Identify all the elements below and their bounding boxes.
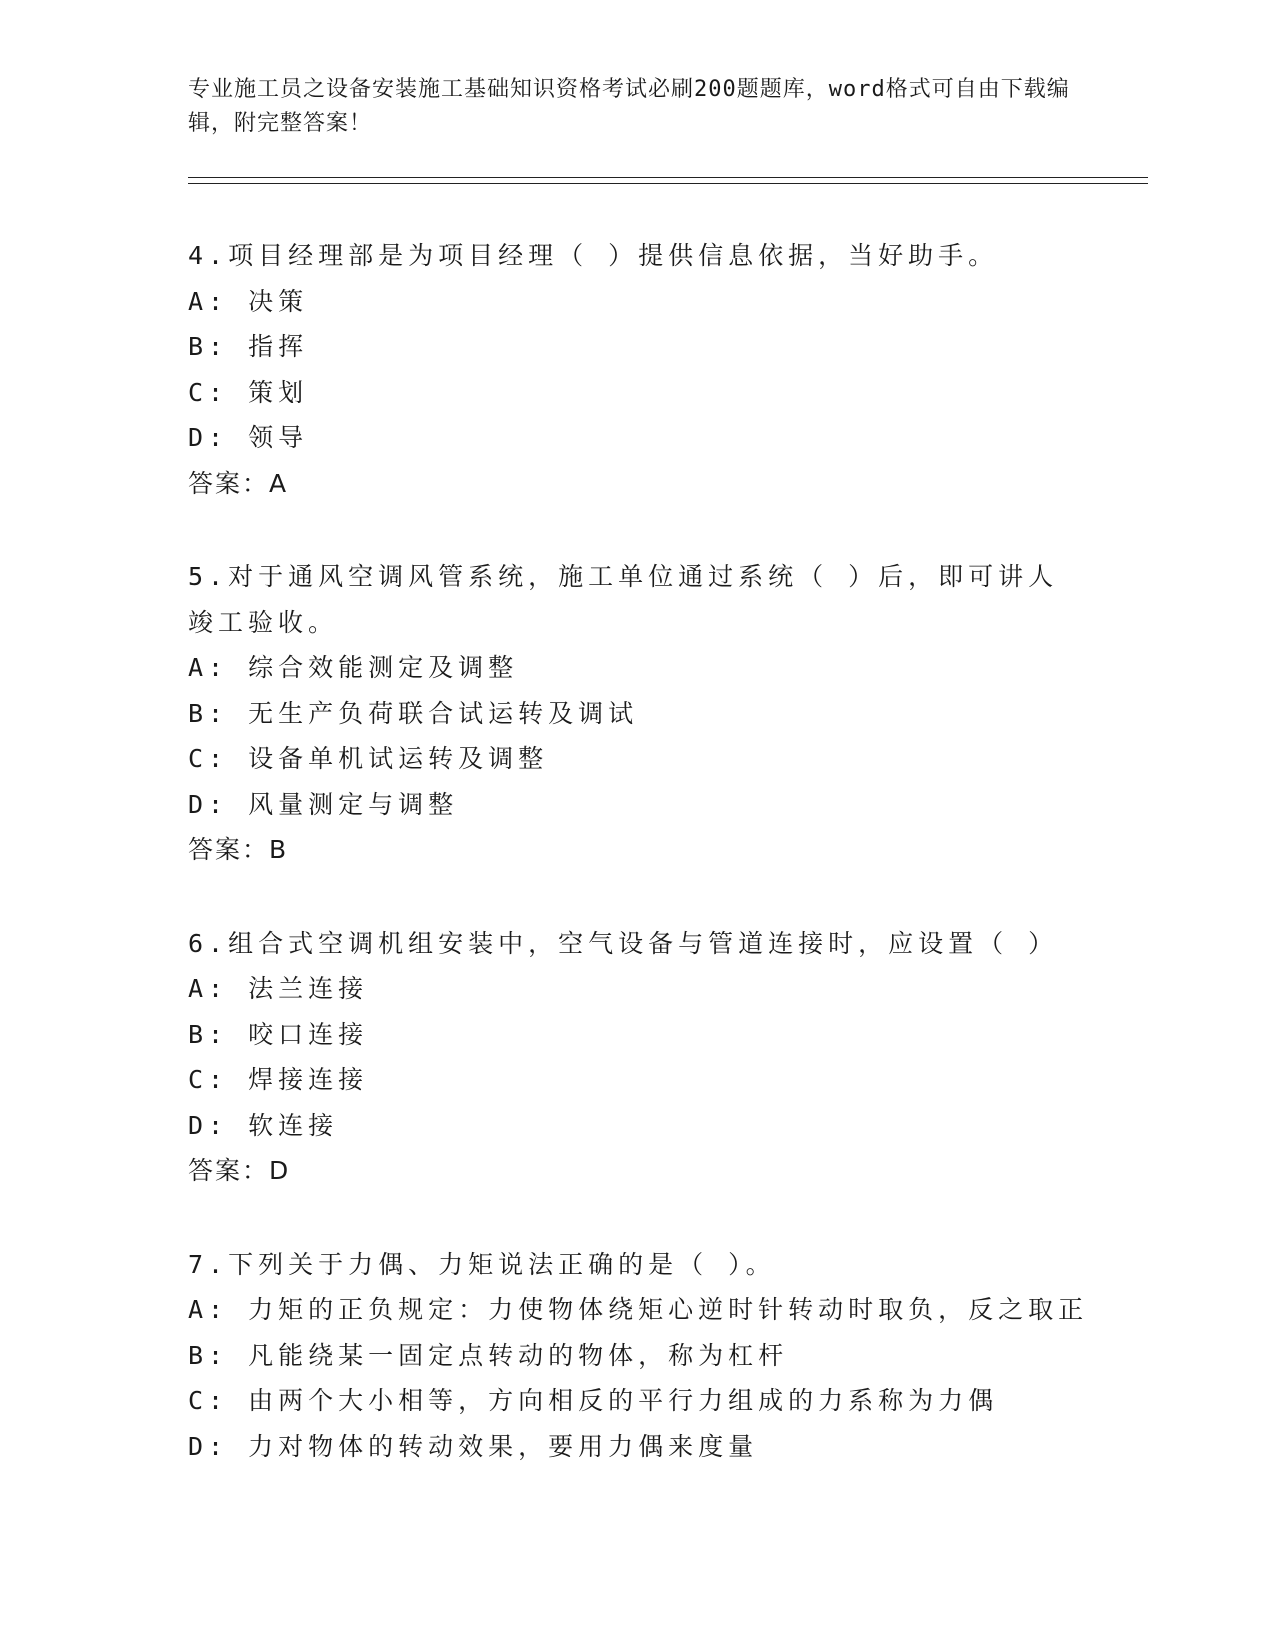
- option-b: B: 咬口连接: [188, 1019, 369, 1049]
- option-b: B: 凡能绕某一固定点转动的物体，称为杠杆: [188, 1340, 789, 1370]
- option-a: A: 力矩的正负规定：力使物体绕矩心逆时针转动时取负，反之取正: [188, 1295, 1089, 1324]
- document-header: 专业施工员之设备安装施工基础知识资格考试必刷200题题库，word格式可自由下载编辑，附完整答案！: [188, 77, 1070, 136]
- option-d: D: 风量测定与调整: [188, 789, 459, 819]
- option-c: C: 策划: [188, 377, 309, 407]
- option-c: C: 设备单机试运转及调整: [188, 744, 549, 773]
- header-divider-top: [188, 177, 1148, 178]
- option-c: C: 由两个大小相等，方向相反的平行力组成的力系称为力偶: [188, 1386, 999, 1415]
- question-text: 6.组合式空调机组安装中，空气设备与管道连接时，应设置（ ）: [188, 928, 1059, 958]
- answer-line: 答案：D: [188, 1156, 291, 1185]
- option-a: A: 综合效能测定及调整: [188, 653, 519, 682]
- option-a: A: 法兰连接: [188, 974, 369, 1003]
- option-d: D: 领导: [188, 423, 309, 452]
- option-d: D: 软连接: [188, 1110, 339, 1140]
- question-6: [188, 921, 1148, 1194]
- answer-line: 答案：B: [188, 835, 289, 864]
- question-text: 4.项目经理部是为项目经理（ ）提供信息依据，当好助手。: [188, 241, 999, 270]
- option-c: C: 焊接连接: [188, 1065, 369, 1094]
- question-text: 5.对于通风空调风管系统，施工单位通过系统（ ）后，即可讲人竣工验收。: [188, 562, 1059, 637]
- header-divider-bottom: [188, 183, 1148, 184]
- option-b: B: 无生产负荷联合试运转及调试: [188, 698, 639, 728]
- option-d: D: 力对物体的转动效果，要用力偶来度量: [188, 1431, 759, 1461]
- question-5: [188, 554, 1148, 873]
- question-4: [188, 233, 1148, 506]
- question-7: [188, 1242, 1148, 1470]
- answer-line: 答案：A: [188, 468, 289, 498]
- question-list: [188, 233, 1148, 1517]
- option-b: B: 指挥: [188, 332, 309, 361]
- option-a: A: 决策: [188, 286, 309, 316]
- question-text: 7.下列关于力偶、力矩说法正确的是（ ）。: [188, 1249, 776, 1279]
